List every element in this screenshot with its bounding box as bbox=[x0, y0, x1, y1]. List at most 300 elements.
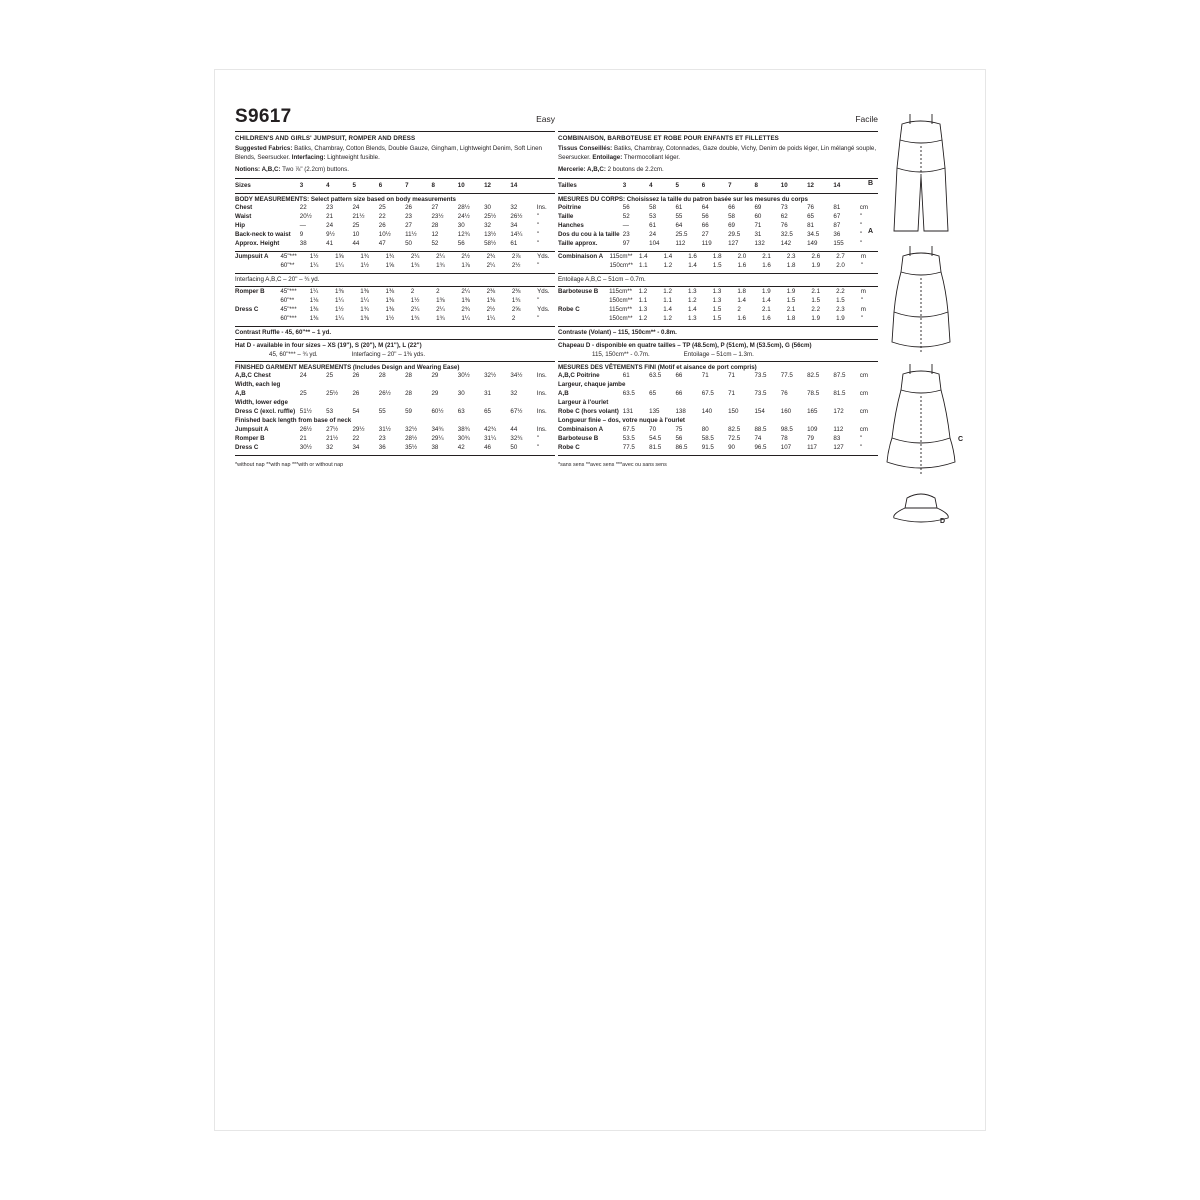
fabrics-text-fr: Batiks, Chambray, Cotonnades, Gaze double, Vichy, Denim de poids léger, Lin mélangé souple, Seersucker. bbox=[558, 145, 877, 161]
cell: 1½ bbox=[410, 296, 420, 304]
pattern-number: S9617 bbox=[235, 106, 292, 127]
row-label: Longueur finie – dos, votre nuque à l'ourlet bbox=[558, 416, 685, 424]
cell: 73 bbox=[780, 203, 788, 211]
cell: 1.5 bbox=[786, 296, 796, 304]
cell: 1¾ bbox=[410, 261, 420, 269]
cell: 80 bbox=[701, 425, 709, 433]
cell: 1.8 bbox=[786, 314, 796, 322]
cell: 1.2 bbox=[663, 287, 672, 295]
cell: 2⅜ bbox=[511, 287, 521, 295]
cell: 34.5 bbox=[807, 230, 820, 238]
divider-4-left bbox=[235, 273, 555, 274]
cell: 1.1 bbox=[638, 296, 648, 304]
cell: 67.5 bbox=[701, 389, 714, 397]
cell: 1¼ bbox=[309, 261, 319, 269]
cell: 1¾ bbox=[360, 252, 369, 260]
cell: 32½ bbox=[405, 425, 418, 433]
table-row bbox=[235, 425, 555, 434]
cell: 12¾ bbox=[457, 230, 470, 238]
cell: 1.4 bbox=[687, 305, 697, 313]
contrast-note-en: Contrast Ruffle - 45, 60"** – 1 yd. bbox=[235, 328, 332, 336]
cell: 2⅝ bbox=[511, 305, 521, 313]
cell: 69 bbox=[728, 221, 735, 229]
cell: 29 bbox=[431, 389, 439, 397]
cell: 34½ bbox=[510, 371, 523, 379]
fabric-width: 150cm** bbox=[609, 314, 633, 322]
divider-9-right bbox=[558, 455, 878, 456]
cell: 59 bbox=[405, 407, 412, 415]
view-label-c: C bbox=[958, 436, 964, 443]
unit-cell: " bbox=[537, 261, 540, 269]
cell: 2.0 bbox=[737, 252, 747, 260]
unit-cell: " bbox=[859, 221, 862, 229]
table-row bbox=[235, 389, 555, 398]
cell: 1.2 bbox=[638, 287, 648, 295]
unit-cell: Ins. bbox=[536, 425, 547, 433]
unit-cell: cm bbox=[859, 389, 868, 397]
cell: 2 bbox=[737, 305, 741, 313]
cell: 2¼ bbox=[410, 305, 420, 313]
fabric-width: 60"** bbox=[280, 296, 295, 304]
cell: 2.0 bbox=[836, 261, 845, 269]
sizes-table-en bbox=[235, 181, 555, 190]
cell: 47 bbox=[378, 239, 386, 247]
cell: 142 bbox=[780, 239, 792, 247]
cell: 22 bbox=[299, 203, 307, 211]
difficulty-label-en: Easy bbox=[536, 114, 555, 124]
cell: 67.5 bbox=[622, 425, 635, 433]
cell: 119 bbox=[701, 239, 712, 247]
cell: 2⅞ bbox=[511, 252, 521, 260]
cell: 24½ bbox=[457, 212, 470, 220]
size-cell: 14 bbox=[833, 181, 841, 189]
cell: 81 bbox=[833, 203, 841, 211]
table-row bbox=[235, 287, 555, 296]
divider-6-left bbox=[235, 326, 555, 327]
cell: 1.3 bbox=[712, 287, 722, 295]
row-label: Dress C bbox=[235, 443, 259, 451]
hat-yardage-interfacing-fr: Entoilage – 51cm – 1.3m. bbox=[683, 350, 754, 358]
unit-cell: " bbox=[537, 314, 540, 322]
cell: 1⅝ bbox=[335, 252, 344, 260]
fabric-width: 60"** bbox=[280, 261, 295, 269]
cell: 28½ bbox=[405, 434, 418, 442]
cell: 52 bbox=[622, 212, 630, 220]
cell: 22 bbox=[352, 434, 360, 442]
cell: 2.6 bbox=[811, 252, 821, 260]
yardage-table-bc-fr bbox=[558, 287, 878, 323]
cell: 2.3 bbox=[836, 305, 845, 313]
cell: 1.4 bbox=[663, 252, 673, 260]
cell: 1¼ bbox=[309, 287, 319, 295]
cell: 1¾ bbox=[385, 252, 395, 260]
row-label: Width, lower edge bbox=[235, 398, 288, 406]
cell: 63.5 bbox=[649, 371, 662, 379]
yardage-table-bc-en bbox=[235, 287, 555, 323]
cell: 28 bbox=[378, 371, 386, 379]
table-row bbox=[558, 407, 878, 416]
cell: 1½ bbox=[385, 314, 395, 322]
cell: 2½ bbox=[486, 305, 496, 313]
table-row bbox=[235, 443, 555, 452]
garment-label bbox=[558, 296, 609, 305]
table-row bbox=[235, 221, 555, 230]
hat-note-en: Hat D - available in four sizes – XS (19"), S (20"), M (21"), L (22") bbox=[235, 341, 422, 349]
cell: 26 bbox=[352, 389, 360, 397]
row-label: Poitrine bbox=[558, 203, 582, 211]
suggested-fabrics-fr bbox=[558, 145, 878, 163]
garment-label: Romper B bbox=[235, 287, 265, 295]
cell: 1⅜ bbox=[309, 314, 319, 322]
cell: 71 bbox=[701, 371, 709, 379]
cell: 58 bbox=[728, 212, 735, 220]
cell: — bbox=[622, 221, 629, 229]
interfacing-label-fr: Entoilage: bbox=[592, 153, 623, 161]
size-cell: 7 bbox=[728, 181, 732, 189]
row-label: A,B,C Chest bbox=[235, 371, 271, 379]
cell: 65 bbox=[649, 389, 657, 397]
cell: 31 bbox=[484, 389, 491, 397]
cell: 73.5 bbox=[754, 389, 767, 397]
sizes-row-fr bbox=[558, 181, 878, 190]
cell: 155 bbox=[833, 239, 844, 247]
cell: 1⅜ bbox=[360, 287, 369, 295]
footnote-en: *without nap **with nap ***with or without nap bbox=[235, 461, 344, 468]
table-row bbox=[235, 416, 555, 425]
unit-cell: Ins. bbox=[536, 203, 547, 211]
cell: 26 bbox=[352, 371, 360, 379]
cell: 2¼ bbox=[436, 305, 445, 313]
cell: 32 bbox=[484, 221, 491, 229]
table-row bbox=[235, 203, 555, 212]
cell: 51½ bbox=[299, 407, 312, 415]
cell: 71 bbox=[728, 389, 735, 397]
cell: 73.5 bbox=[754, 371, 767, 379]
cell: 1¾ bbox=[360, 305, 369, 313]
cell: 23 bbox=[622, 230, 630, 238]
cell: 1.2 bbox=[638, 314, 648, 322]
cell: 109 bbox=[807, 425, 818, 433]
interfacing-label-en: Interfacing: bbox=[291, 153, 326, 161]
cell: 2.1 bbox=[786, 305, 796, 313]
unit-cell: cm bbox=[859, 425, 868, 433]
cell: 55 bbox=[675, 212, 683, 220]
cell: 1¼ bbox=[335, 314, 344, 322]
cell: 66 bbox=[728, 203, 735, 211]
cell: 1.9 bbox=[836, 314, 845, 322]
cell: 10½ bbox=[378, 230, 391, 238]
cell: 1.4 bbox=[688, 261, 697, 269]
cell: — bbox=[299, 221, 306, 229]
cell: 30½ bbox=[299, 443, 312, 451]
cell: 2¼ bbox=[486, 261, 496, 269]
cell: 69 bbox=[754, 203, 762, 211]
row-label: Taille bbox=[558, 212, 574, 220]
cell: 53 bbox=[649, 212, 657, 220]
row-label: Width, each leg bbox=[235, 380, 281, 388]
view-label-a: A bbox=[868, 228, 874, 235]
cell: 25.5 bbox=[675, 230, 688, 238]
garment-title-en: CHILDREN'S AND GIRLS' JUMPSUIT, ROMPER AND DRESS bbox=[235, 135, 416, 142]
unit-cell: " bbox=[536, 239, 539, 247]
sizes-label-en: Sizes bbox=[235, 181, 251, 189]
table-row bbox=[558, 398, 878, 407]
table-row bbox=[558, 389, 878, 398]
cell: 66 bbox=[675, 371, 683, 379]
garment-title-fr: COMBINAISON, BARBOTEUSE ET ROBE POUR ENFANTS ET FILLETTES bbox=[558, 135, 779, 142]
finished-measurements-table-fr bbox=[558, 371, 878, 452]
unit-cell: " bbox=[536, 230, 539, 238]
cell: 63.5 bbox=[622, 389, 635, 397]
table-row bbox=[558, 203, 878, 212]
unit-cell: Yds. bbox=[537, 287, 550, 295]
notions-en bbox=[235, 166, 555, 175]
unit-cell: " bbox=[860, 296, 863, 304]
cell: 23½ bbox=[431, 212, 444, 220]
cell: 1.9 bbox=[762, 287, 771, 295]
french-column bbox=[558, 106, 878, 468]
unit-cell: Ins. bbox=[536, 407, 547, 415]
cell: 27 bbox=[431, 203, 439, 211]
cell: 79 bbox=[807, 434, 814, 442]
cell: 1.6 bbox=[737, 261, 747, 269]
notions-fr bbox=[558, 166, 878, 175]
table-row bbox=[558, 425, 878, 434]
cell: 60½ bbox=[431, 407, 444, 415]
cell: 30 bbox=[457, 221, 465, 229]
cell: 54.5 bbox=[649, 434, 662, 442]
cell: 91.5 bbox=[701, 443, 714, 451]
cell: 76 bbox=[780, 389, 788, 397]
cell: 53 bbox=[326, 407, 334, 415]
row-label: Romper B bbox=[235, 434, 265, 442]
difficulty-label-fr: Facile bbox=[855, 114, 878, 124]
cell: 77.5 bbox=[622, 443, 635, 451]
table-row bbox=[558, 212, 878, 221]
fabric-width: 115cm** bbox=[609, 305, 633, 313]
cell: 1.4 bbox=[638, 252, 648, 260]
cell: 76 bbox=[807, 203, 814, 211]
cell: 76 bbox=[780, 221, 788, 229]
cell: 30½ bbox=[457, 371, 470, 379]
cell: 1¼ bbox=[360, 296, 369, 304]
cell: 86.5 bbox=[675, 443, 688, 451]
cell: 1.8 bbox=[786, 261, 796, 269]
cell: 12 bbox=[431, 230, 439, 238]
hat-yardage-interfacing-en: Interfacing – 20" – 1⅜ yds. bbox=[351, 350, 426, 358]
cell: 96.5 bbox=[754, 443, 767, 451]
interfacing-text-en: Lightweight fusible. bbox=[325, 153, 380, 161]
cell: 1.6 bbox=[762, 314, 771, 322]
table-row bbox=[558, 296, 878, 305]
cell: 1½ bbox=[360, 261, 369, 269]
cell: 74 bbox=[754, 434, 762, 442]
cell: 27 bbox=[701, 230, 709, 238]
cell: 1.3 bbox=[687, 287, 697, 295]
row-label: Robe C bbox=[558, 443, 580, 451]
size-cell: 4 bbox=[649, 181, 653, 189]
cell: 132 bbox=[754, 239, 765, 247]
table-row bbox=[235, 371, 555, 380]
cell: 154 bbox=[754, 407, 765, 415]
cell: 1.1 bbox=[638, 261, 648, 269]
cell: 32¾ bbox=[510, 434, 523, 442]
cell: 38 bbox=[299, 239, 307, 247]
cell: 1.8 bbox=[712, 252, 722, 260]
cell: 1.6 bbox=[737, 314, 746, 322]
cell: 55 bbox=[378, 407, 386, 415]
cell: 24 bbox=[649, 230, 657, 238]
cell: 1.5 bbox=[712, 305, 722, 313]
cell: 78.5 bbox=[807, 389, 820, 397]
cell: 28 bbox=[405, 371, 412, 379]
cell: 112 bbox=[833, 425, 844, 433]
cell: 2 bbox=[436, 287, 440, 295]
cell: 172 bbox=[833, 407, 844, 415]
cell: 1⅜ bbox=[335, 287, 344, 295]
interfacing-note-en: Interfacing A,B,C – 20" – ¾ yd. bbox=[235, 275, 320, 283]
table-row bbox=[558, 261, 878, 270]
cell: 1.6 bbox=[762, 261, 771, 269]
cell: 1⅜ bbox=[385, 287, 395, 295]
cell: 67 bbox=[833, 212, 841, 220]
pattern-envelope-back bbox=[215, 70, 985, 1130]
cell: 1¼ bbox=[461, 314, 470, 322]
table-row bbox=[235, 212, 555, 221]
cell: 1.4 bbox=[663, 305, 672, 313]
cell: 35½ bbox=[405, 443, 418, 451]
size-cell: 3 bbox=[622, 181, 627, 189]
cell: 70 bbox=[649, 425, 657, 433]
size-cell: 4 bbox=[326, 181, 330, 189]
cell: 53.5 bbox=[622, 434, 635, 442]
cell: 2 bbox=[511, 314, 516, 322]
cell: 1¾ bbox=[436, 314, 445, 322]
fabric-width: 45"*** bbox=[280, 252, 297, 260]
cell: 29 bbox=[431, 371, 439, 379]
suggested-fabrics-en bbox=[235, 145, 555, 163]
row-label: Jumpsuit A bbox=[235, 425, 269, 433]
cell: 32½ bbox=[484, 371, 497, 379]
notions-label-fr: Mercerie: A,B,C: bbox=[558, 165, 606, 173]
cell: 1⅜ bbox=[360, 314, 369, 322]
cell: 1⅛ bbox=[309, 296, 319, 304]
unit-cell: cm bbox=[859, 407, 868, 415]
cell: 25 bbox=[378, 203, 386, 211]
table-row bbox=[558, 443, 878, 452]
cell: 1.5 bbox=[712, 261, 722, 269]
fabrics-label-fr: Tissus Conseillés: bbox=[558, 145, 613, 152]
cell: 1.5 bbox=[836, 296, 845, 304]
cell: 46 bbox=[484, 443, 491, 451]
hat-note-fr: Chapeau D - disponible en quatre tailles – TP (48.5cm), P (51cm), M (53.5cm), G (56cm) bbox=[558, 341, 812, 349]
cell: 97 bbox=[622, 239, 630, 247]
cell: 65 bbox=[484, 407, 491, 415]
left-header bbox=[235, 106, 555, 128]
cell: 82.5 bbox=[807, 371, 820, 379]
table-row bbox=[558, 380, 878, 389]
cell: 149 bbox=[807, 239, 818, 247]
size-cell: 8 bbox=[431, 181, 435, 189]
unit-cell: " bbox=[536, 212, 539, 220]
cell: 2⅜ bbox=[486, 287, 496, 295]
unit-cell: Yds. bbox=[537, 305, 550, 313]
cell: 1.9 bbox=[786, 287, 796, 295]
size-cell: 5 bbox=[675, 181, 679, 189]
cell: 28 bbox=[405, 389, 412, 397]
cell: 87 bbox=[833, 221, 841, 229]
cell: 107 bbox=[780, 443, 792, 451]
cell: 28 bbox=[431, 221, 439, 229]
body-measurements-table-en bbox=[235, 203, 555, 248]
cell: 98.5 bbox=[780, 425, 793, 433]
row-label: Largeur, chaque jambe bbox=[558, 380, 626, 388]
row-label: Waist bbox=[235, 212, 252, 220]
divider-1-left bbox=[235, 178, 555, 179]
table-row bbox=[558, 371, 878, 380]
divider-8-right bbox=[558, 361, 878, 362]
fabric-width: 115cm** bbox=[609, 287, 633, 295]
table-row bbox=[235, 239, 555, 248]
cell: 2.2 bbox=[811, 305, 821, 313]
fabric-width: 45"*** bbox=[280, 287, 297, 295]
interfacing-text-fr: Thermocollant léger. bbox=[622, 153, 680, 161]
fabric-width: 115cm** bbox=[609, 252, 633, 260]
cell: 1⅜ bbox=[486, 296, 496, 304]
cell: 41 bbox=[326, 239, 334, 247]
table-row bbox=[235, 434, 555, 443]
cell: 31¼ bbox=[484, 434, 497, 442]
cell: 2½ bbox=[461, 252, 470, 260]
body-measurements-table-fr bbox=[558, 203, 878, 248]
cell: 87.5 bbox=[833, 371, 846, 379]
cell: 42 bbox=[457, 443, 465, 451]
cell: 23 bbox=[378, 434, 386, 442]
divider-7-left bbox=[235, 339, 555, 340]
size-cell: 10 bbox=[780, 181, 788, 189]
cell: 60 bbox=[754, 212, 762, 220]
cell: 1¾ bbox=[410, 314, 420, 322]
cell: 13½ bbox=[484, 230, 497, 238]
cell: 1.3 bbox=[638, 305, 648, 313]
table-row bbox=[235, 314, 555, 323]
cell: 1⅜ bbox=[385, 296, 395, 304]
fabric-width: 150cm** bbox=[609, 261, 633, 269]
fabric-width: 60"*** bbox=[280, 314, 297, 322]
row-label: Combinaison A bbox=[558, 425, 604, 433]
english-column bbox=[235, 106, 555, 468]
cell: 27½ bbox=[326, 425, 339, 433]
notions-label-en: Notions: A,B,C: bbox=[235, 165, 281, 173]
size-cell: 14 bbox=[510, 181, 518, 189]
unit-cell: Yds. bbox=[537, 252, 550, 260]
cell: 29¼ bbox=[431, 434, 444, 442]
row-label: Approx. Height bbox=[235, 239, 280, 247]
cell: 1¾ bbox=[436, 261, 445, 269]
cell: 81 bbox=[807, 221, 814, 229]
cell: 56 bbox=[675, 434, 683, 442]
garment-label bbox=[235, 261, 280, 270]
cell: 165 bbox=[807, 407, 818, 415]
unit-cell: " bbox=[536, 221, 539, 229]
notions-text-en: Two ⅞" (2.2cm) buttons. bbox=[280, 165, 349, 173]
view-label-d: D bbox=[940, 518, 946, 525]
unit-cell: m bbox=[860, 305, 866, 313]
cell: 2.7 bbox=[836, 252, 845, 260]
cell: 66 bbox=[701, 221, 709, 229]
hat-yardage-en bbox=[235, 351, 555, 358]
hat-yardage-fabric-en: 45, 60"*** – ¾ yd. bbox=[269, 350, 318, 358]
